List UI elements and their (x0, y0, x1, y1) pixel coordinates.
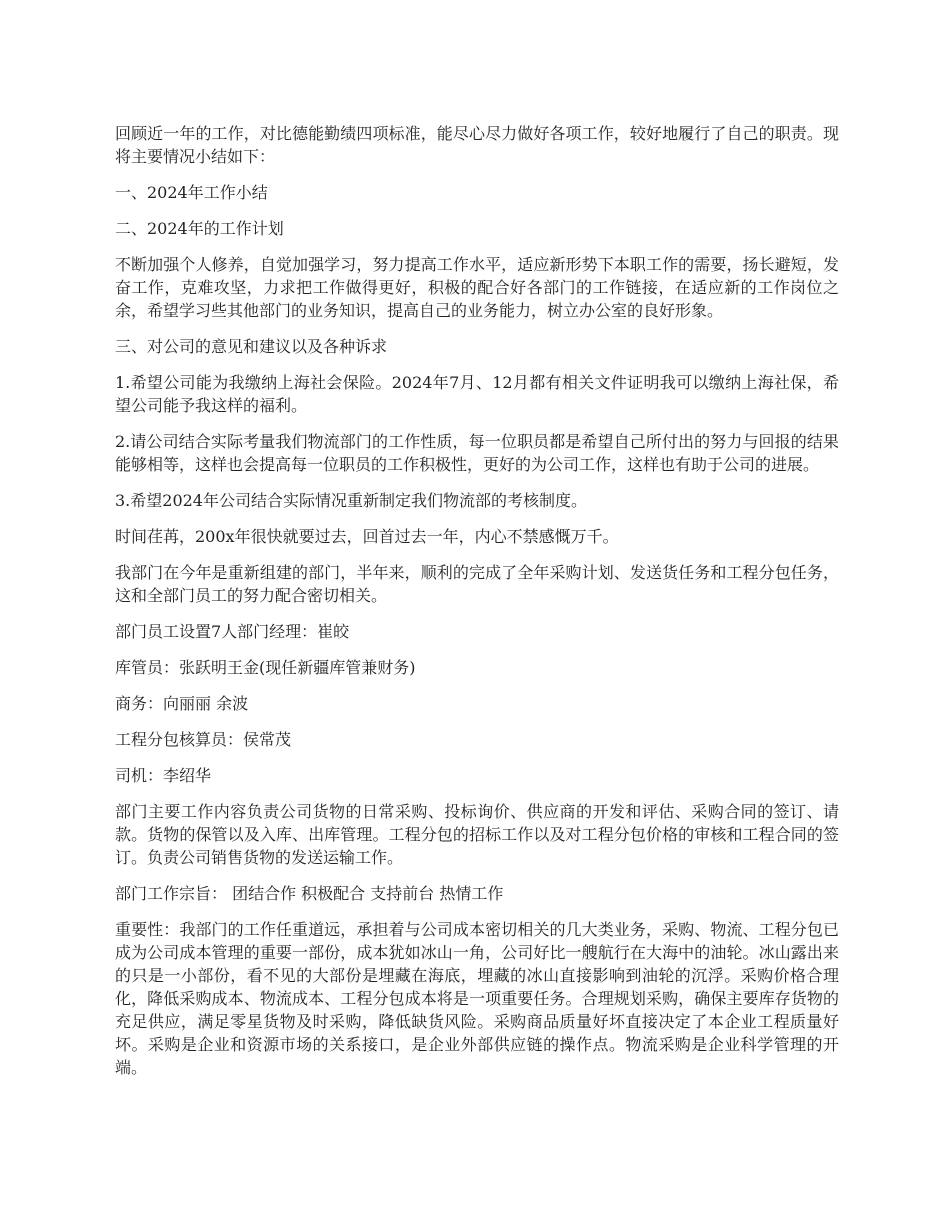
section-heading-summary: 一、2024年工作小结 (115, 183, 268, 202)
department-motto-line: 部门工作宗旨： 团结合作 积极配合 支持前台 热情工作 (115, 884, 504, 903)
intro-paragraph: 回顾近一年的工作，对比德能勤绩四项标准，能尽心尽力做好各项工作，较好地履行了自己的职责。现将主要情况小结如下： (115, 124, 839, 166)
reflection-paragraph: 时间荏苒，200x年很快就要过去，回首过去一年，内心不禁感慨万千。 (115, 527, 619, 546)
suggestion-item-2: 2.请公司结合实际考量我们物流部门的工作性质，每一位职员都是希望自己所付出的努力与回报的结果能够相等，这样也会提高每一位职员的工作积极性，更好的为公司工作，这样也有助于公司的进展。 (115, 432, 839, 474)
suggestion-item-3: 3.希望2024年公司结合实际情况重新制定我们物流部的考核制度。 (115, 491, 587, 510)
section-heading-suggestions: 三、对公司的意见和建议以及各种诉求 (115, 337, 388, 356)
department-summary-paragraph: 我部门在今年是重新组建的部门，半年来，顺利的完成了全年采购计划、发送货任务和工程分包任务，这和全部门员工的努力配合密切相关。 (115, 563, 839, 605)
staff-manager-line: 部门员工设置7人部门经理：崔皎 (115, 622, 350, 641)
document-body (115, 122, 839, 1092)
section-heading-plan: 二、2024年的工作计划 (115, 219, 284, 238)
staff-accountant-line: 工程分包核算员：侯常茂 (115, 730, 292, 749)
suggestion-item-1: 1.希望公司能为我缴纳上海社会保险。2024年7月、12月都有相关文件证明我可以缴纳上海社保，希望公司能予我这样的福利。 (115, 373, 839, 415)
plan-paragraph: 不断加强个人修养，自觉加强学习，努力提高工作水平，适应新形势下本职工作的需要，扬长避短，发奋工作，克难攻坚，力求把工作做得更好，积极的配合好各部门的工作链接，在适应新的工作岗位之余，希望学习些其他部门的业务知识，提高自己的业务能力，树立办公室的良好形象。 (115, 255, 839, 320)
staff-warehouse-line: 库管员：张跃明王金(现任新疆库管兼财务) (115, 658, 416, 677)
duties-paragraph: 部门主要工作内容负责公司货物的日常采购、投标询价、供应商的开发和评估、采购合同的签订、请款。货物的保管以及入库、出库管理。工程分包的招标工作以及对工程分包价格的审核和工程合同的签订。负责公司销售货物的发送运输工作。 (115, 802, 839, 867)
importance-paragraph: 重要性：我部门的工作任重道远，承担着与公司成本密切相关的几大类业务，采购、物流、工程分包已成为公司成本管理的重要一部份，成本犹如冰山一角，公司好比一艘航行在大海中的油轮。冰山露出来的只是一小部份，看不见的大部份是埋藏在海底，埋藏的冰山直接影响到油轮的沉浮。采购价格合理化，降低采购成本、物流成本、工程分包成本将是一项重要任务。合理规划采购，确保主要库存货物的充足供应，满足零星货物及时采购，降低缺货风险。采购商品质量好坏直接决定了本企业工程质量好坏。采购是企业和资源市场的关系接口，是企业外部供应链的操作点。物流采购是企业科学管理的开端。 (115, 920, 839, 1077)
staff-driver-line: 司机：李绍华 (115, 766, 212, 785)
staff-business-line: 商务：向丽丽 余波 (115, 694, 249, 713)
